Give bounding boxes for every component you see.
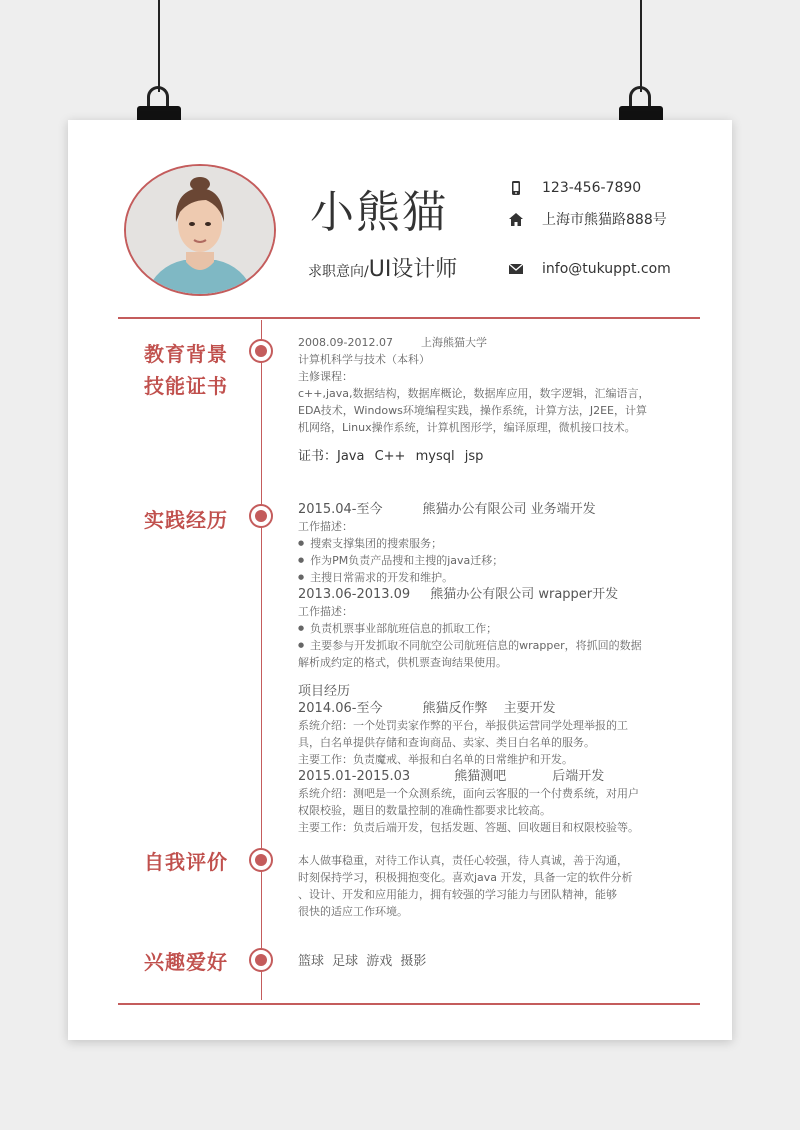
self-eval-content bbox=[298, 852, 658, 920]
self-eval-line: 时刻保持学习，积极拥抱变化。喜欢java 开发，具备一定的软件分析 bbox=[298, 871, 633, 884]
practice-content bbox=[298, 501, 658, 836]
candidate-name: 小熊猫 bbox=[310, 187, 448, 238]
education-header bbox=[298, 334, 658, 351]
self-eval-line: 本人做事稳重，对待工作认真，责任心较强，待人真诚，善于沟通， bbox=[298, 854, 628, 867]
job-period: 2013.06-2013.09 bbox=[298, 587, 411, 602]
timeline-line bbox=[261, 320, 262, 1000]
project-header bbox=[298, 768, 658, 785]
list-item: ● 负责机票事业部航班信息的抓取工作； bbox=[298, 620, 658, 637]
section-title-self: 自我评价 bbox=[144, 850, 228, 874]
education-content bbox=[298, 334, 658, 465]
education-major: 计算机科学与技术（本科） bbox=[298, 353, 430, 366]
education-courses-line: 机网络，Linux操作系统，计算机图形学，编译原理，微机接口技术。 bbox=[298, 421, 636, 434]
project-desc: 权限校验，题目的数量控制的准确性都要求比较高。 bbox=[298, 804, 551, 817]
job-period: 2015.04-至今 bbox=[298, 502, 383, 517]
hobby-items: 篮球 足球 游戏 摄影 bbox=[298, 954, 427, 969]
hanging-wire-right bbox=[640, 0, 642, 92]
self-eval-line: 很快的适应工作环境。 bbox=[298, 905, 408, 918]
job-company: 熊猫办公有限公司 wrapper开发 bbox=[430, 587, 619, 602]
list-item: ● 作为PM负责产品搜和主搜的java迁移； bbox=[298, 552, 658, 569]
education-period: 2008.09-2012.07 bbox=[298, 336, 393, 349]
phone-icon bbox=[508, 180, 524, 196]
job-intent bbox=[308, 252, 457, 283]
hobby-content bbox=[298, 953, 658, 970]
job-intent-label: 求职意向/ bbox=[308, 264, 369, 280]
address-text: 上海市熊猫路888号 bbox=[542, 212, 667, 228]
education-courses-label: 主修课程： bbox=[298, 370, 353, 383]
section-title-education: 教育背景 bbox=[144, 342, 228, 366]
project-label: 项目经历 bbox=[298, 684, 351, 699]
project-name: 熊猫测吧 bbox=[454, 769, 507, 784]
project-desc: 系统介绍：一个处罚卖家作弊的平台，举报供运营同学处理举报的工 bbox=[298, 719, 628, 732]
person-photo bbox=[126, 166, 274, 294]
job-header bbox=[298, 501, 658, 518]
list-item: ● 主搜日常需求的开发和维护。 bbox=[298, 569, 658, 586]
list-item: ● 主要参与开发抓取不同航空公司航班信息的wrapper，将抓回的数据 bbox=[298, 637, 658, 654]
project-desc: 系统介绍：测吧是一个众测系统，面向云客服的一个付费系统，对用户 bbox=[298, 787, 639, 800]
education-courses-line: EDA技术，Windows环境编程实践，操作系统，计算方法，J2EE，计算 bbox=[298, 404, 647, 417]
timeline-node-practice bbox=[249, 504, 273, 528]
list-item-continued: 解析成约定的格式，供机票查询结果使用。 bbox=[298, 656, 507, 669]
project-role: 后端开发 bbox=[552, 769, 605, 784]
project-period: 2015.01-2015.03 bbox=[298, 769, 411, 784]
mail-icon bbox=[508, 261, 524, 277]
top-divider bbox=[118, 317, 700, 319]
phone-text: 123-456-7890 bbox=[542, 180, 642, 196]
resume-page bbox=[68, 120, 732, 1040]
job-header bbox=[298, 586, 658, 603]
home-icon bbox=[508, 211, 524, 227]
section-title-skills: 技能证书 bbox=[144, 374, 228, 398]
hanging-wire-left bbox=[158, 0, 160, 92]
list-item: ● 搜索支撑集团的搜索服务； bbox=[298, 535, 658, 552]
timeline-node-hobby bbox=[249, 948, 273, 972]
project-role: 主要开发 bbox=[503, 701, 556, 716]
education-courses-line: c++,java,数据结构，数据库概论，数据库应用，数字逻辑，汇编语言， bbox=[298, 387, 650, 400]
self-eval-line: 、设计、开发和应用能力，拥有较强的学习能力与团队精神，能够 bbox=[298, 888, 617, 901]
project-desc: 具，白名单提供存储和查询商品、卖家、类目白名单的服务。 bbox=[298, 736, 595, 749]
job-company: 熊猫办公有限公司 业务端开发 bbox=[422, 502, 596, 517]
avatar bbox=[124, 164, 276, 296]
timeline-node-self bbox=[249, 848, 273, 872]
email-text: info@tukuppt.com bbox=[542, 261, 671, 277]
timeline-node-education bbox=[249, 339, 273, 363]
contact-address bbox=[508, 209, 667, 229]
contact-phone bbox=[508, 180, 641, 196]
certificates: 证书：Java C++ mysql jsp bbox=[298, 449, 484, 464]
job-desc-label: 工作描述： bbox=[298, 605, 353, 618]
bottom-divider bbox=[118, 1003, 700, 1005]
job-desc-label: 工作描述： bbox=[298, 520, 353, 533]
job-intent-value: UI设计师 bbox=[368, 257, 458, 282]
section-title-practice: 实践经历 bbox=[144, 508, 228, 532]
education-school: 上海熊猫大学 bbox=[420, 336, 487, 349]
project-work: 主要工作：负责后端开发，包括发题、答题、回收题目和权限校验等。 bbox=[298, 821, 639, 834]
project-period: 2014.06-至今 bbox=[298, 701, 383, 716]
project-name: 熊猫反作弊 bbox=[422, 701, 488, 716]
contact-email bbox=[508, 261, 671, 277]
project-header bbox=[298, 700, 658, 717]
project-work: 主要工作：负责魔戒、举报和白名单的日常维护和开发。 bbox=[298, 753, 573, 766]
section-title-hobby: 兴趣爱好 bbox=[144, 950, 228, 974]
